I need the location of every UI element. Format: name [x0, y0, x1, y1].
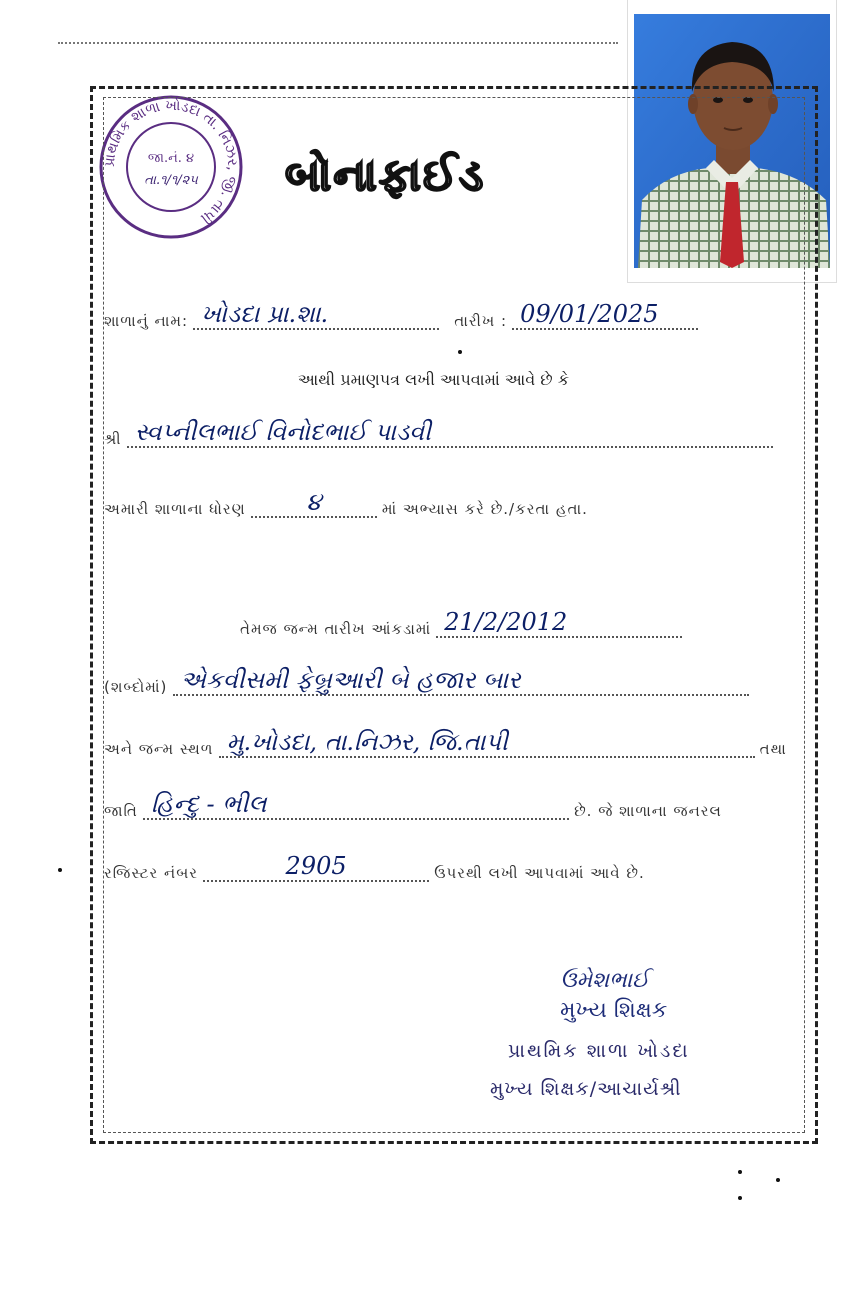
caste-label: જાતિ	[104, 802, 138, 820]
top-dotted-edge	[58, 42, 618, 44]
school-name-label: શાળાનું નામ:	[104, 312, 189, 330]
ink-speck	[738, 1170, 742, 1174]
dob-digits-label: તેમજ જન્મ તારીખ આંકડામાં	[240, 620, 432, 638]
student-name: સ્વપ્નીલભાઈ વિનોદભાઈ પાડવી	[127, 418, 773, 448]
register-label: રજિસ્ટર નંબર	[104, 864, 198, 882]
standard-suffix: માં અભ્યાસ કરે છે./કરતા હતા.	[381, 500, 588, 518]
standard-label: અમારી શાળાના ધોરણ	[104, 500, 246, 518]
dob-digits-value: 21/2/2012	[436, 608, 682, 638]
school-row	[104, 300, 795, 330]
intro-line: આથી પ્રમાણપત્ર લખી આપવામાં આવે છે કે	[297, 370, 570, 389]
seal-center-line2: તા.૧/૧/૨૫	[144, 173, 198, 188]
ink-speck	[738, 1196, 742, 1200]
standard-row	[104, 488, 795, 518]
birthplace-suffix: તથા	[759, 740, 787, 758]
document-heading: બોનાફાઈડ	[285, 150, 486, 201]
caste-value: હિન્દુ - ભીલ	[143, 790, 569, 820]
seal-ring-text: પ્રાથમિક શાળા ખોડદા તા. નિઝર, જી. તાપી	[101, 97, 241, 227]
caste-row	[104, 790, 795, 820]
register-suffix: ઉપરથી લખી આપવામાં આવે છે.	[434, 864, 645, 882]
seal-center-line1: જા.નં. ૪	[147, 151, 195, 166]
ink-speck	[458, 350, 462, 354]
signature-scribble: ઉમેશભાઈ	[560, 968, 650, 993]
caste-suffix: છે. જે શાળાના જનરલ	[574, 802, 722, 820]
standard-value: ૪	[251, 488, 377, 518]
register-row	[104, 852, 795, 882]
student-row	[104, 418, 795, 448]
signature-title: મુખ્ય શિક્ષક	[560, 998, 668, 1023]
student-prefix: શ્રી	[104, 430, 122, 448]
date-label: તારીખ :	[454, 312, 508, 330]
ink-speck	[58, 868, 62, 872]
dob-words-value: એકવીસમી ફેબ્રુઆરી બે હજાર બાર	[173, 666, 749, 696]
date-value: 09/01/2025	[512, 300, 698, 330]
ink-speck	[776, 1178, 780, 1182]
school-name-value: ખોડદા પ્રા.શા.	[193, 300, 439, 330]
stamp-line-1: પ્રાથમિક શાળા ખોડદા	[508, 1040, 690, 1062]
birthplace-value: મુ.ખોડદા, તા.નિઝર, જિ.તાપી	[219, 728, 755, 758]
birthplace-label: અને જન્મ સ્થળ	[104, 740, 214, 758]
register-value: 2905	[203, 852, 429, 882]
birthplace-row	[104, 728, 795, 758]
dob-words-label: (શબ્દોમાં)	[104, 678, 168, 696]
dob-words-row	[104, 666, 795, 696]
dob-digits-row	[240, 608, 795, 638]
stamp-line-2: મુખ્ય શિક્ષક/આચાર્યશ્રી	[490, 1078, 682, 1100]
